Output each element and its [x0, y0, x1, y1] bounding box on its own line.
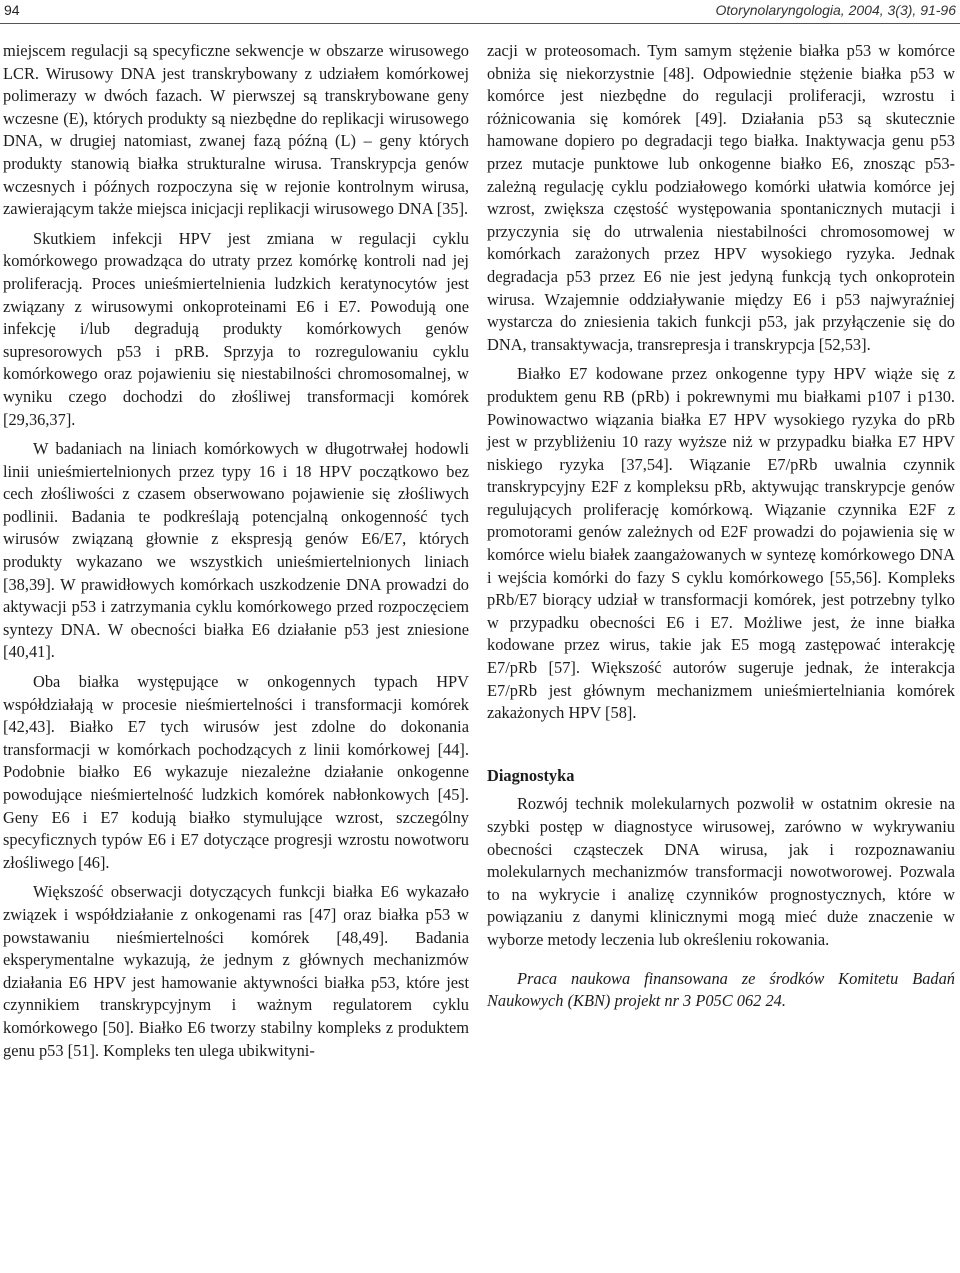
paragraph: Białko E7 kodowane przez onkogenne typy HPV wiąże się z produktem genu RB (pRb) i pokrewnymi mu białkami p107 i p130. Powinowactwo wiązania białka E7 HPV wysokiego ryzyka do pRb jest w przybliżeniu 10 razy wyższe niż w przypadku białka E7 HPV niskiego ryzyka [37,54]. Wiązanie E7/pRb uwalnia czynnik transkrypcyjny E2F z kompleksu pRb, aktywując transkrypcje genów regulujących proliferację komórkową. Wiązanie czynnika E2F z promotorami genów zależnych od E2F prowadzi do pojawienia się w komórce wielu białek zaangażowanych w syntezę komórkowego DNA i wejścia komórki do fazy S cyklu komórkowego [55,56]. Kompleks pRb/E7 biorący udział w transformacji komórek, jest potrzebny tylko w przypadku obecności E6 i E7. Możliwe jest, że inne białka kodowane przez wirus, takie jak E5 mogą zastępować interakcję E7/pRb [57]. Większość autorów sugeruje jednak, że interakcja E7/pRb jest głównym mechanizmem unieśmiertelniania komórek zakażonych HPV [58]. [487, 364, 955, 723]
page-header [0, 0, 960, 24]
paragraph: Skutkiem infekcji HPV jest zmiana w regulacji cyklu komórkowego prowadząca do utraty przez komórkę kontroli nad jej proliferacją. Proces unieśmiertelnienia ludzkich keratynocytów jest związany z wirusowymi onkoproteinami E6 i E7. Powodują one infekcję i/lub degradują produkty komórkowych genów supresorowych p53 i pRB. Sprzyja to rozregulowaniu cyklu komórkowego oraz pojawieniu się niestabilności chromosomalnej, w wyniku czego dochodzi do złośliwej transformacji komórek [29,36,37]. [3, 228, 469, 429]
paragraph: Rozwój technik molekularnych pozwolił w ostatnim okresie na szybki postęp w diagnostyce wirusowej, zarówno w wykrywaniu obecności cząsteczek DNA wirusa, jak i rozpoznawaniu molekularnych mechanizmów transformacji nowotworowej. Pozwala to na wykrycie i analizę czynników prognostycznych, które w powiązaniu z danymi klinicznymi mogą mieć duże znaczenie w wyborze metody leczenia lub określeniu rokowania. [487, 794, 955, 949]
funding-note: Praca naukowa finansowana ze środków Komitetu Badań Naukowych (KBN) projekt nr 3 P05C 062 24. [487, 968, 955, 1011]
page-number: 94 [4, 2, 20, 18]
paragraph: W badaniach na liniach komórkowych w długotrwałej hodowli linii unieśmiertelnionych przez typy 16 i 18 HPV początkowo bez cech złośliwości z czasem obserwowano pojawienie się złośliwych podlinii. Badania te podkreślają potencjalną onkogenność tych wirusów związaną głownie z ekspresją genów E6/E7, których produkty wykazano we wszystkich unieśmiertelnionych liniach [38,39]. W prawidłowych komórkach uszkodzenie DNA prowadzi do aktywacji p53 i zatrzymania cyklu komórkowego przed rozpoczęciem syntezy DNA. W obecności białka E6 działanie p53 jest zniesione [40,41]. [3, 439, 469, 662]
paragraph: Oba białka występujące w onkogennych typach HPV współdziałają w procesie nieśmiertelności i transformacji komórek [42,43]. Białko E7 tych wirusów jest zdolne do dokonania transformacji w komórkach pochodzących z linii komórkowej [44]. Podobnie białko E6 wykazuje niezależne działanie onkogenne powodujące nieśmiertelność ludzkich komórek nabłonkowych [45]. Geny E6 i E7 kodują białko stymulujące wzrost, szczególny specyficznych typów E6 i E7 dotyczące progresji wzrostu nowotworu złośliwego [46]. [3, 672, 469, 872]
right-column [487, 40, 955, 1013]
paragraph: zacji w proteosomach. Tym samym stężenie białka p53 w komórce obniża się niekorzystnie [48]. Odpowiednie stężenie białka p53 w komórce jest niezbędne do regulacji proliferacji, wzrostu i różnicowania się komórek [49]. Działania p53 są skutecznie hamowane dopiero po degradacji tego białka. Inaktywacja genu p53 przez mutacje punktowe lub onkogenne białko E6, znosząc p53-zależną regulację cyklu podziałowego komórki ułatwia komórce jej wzrost, zwiększa częstość występowania spontanicznych mutacji i przyczynia się do utrwalenia niestabilności chromosomowej w komórkach zarażonych przez HPV wysokiego ryzyka. Jednak degradacja p53 przez E6 nie jest jedyną funkcją tych onkoprotein wirusa. Wzajemnie oddziaływanie między E6 i p53 najwyraźniej wystarcza do zniesienia takich funkcji p53, jak przyłączenie się do DNA, transaktywacja, transrepresja i transkrypcja [52,53]. [487, 41, 955, 354]
paragraph: miejscem regulacji są specyficzne sekwencje w obszarze wirusowego LCR. Wirusowy DNA jest transkrybowany z udziałem komórkowej polimerazy w dwóch fazach. W pierwszej są transkrybowane geny wczesne (E), których produkty są niezbędne do replikacji wirusowego DNA, w drugiej natomiast, zwanej fazą późną (L) – geny których produkty stanowią białka strukturalne wirusa. Transkrypcja genów wczesnych i późnych rozpoczyna się w rejonie kontrolnym wirusa, zawierającym także miejsca inicjacji replikacji wirusowego DNA [35]. [3, 41, 469, 219]
paragraph: Większość obserwacji dotyczących funkcji białka E6 wykazało związek i współdziałanie z onkogenami ras [47] oraz białka p53 w powstawaniu nieśmiertelności komórek [48,49]. Badania eksperymentalne wykazują, że jednym z głównych mechanizmów działania E6 HPV jest hamowanie aktywności białka p53, które jest czynnikiem transkrypcyjnym i ważnym regulatorem cyklu komórkowego [50]. Białko E6 tworzy stabilny kompleks z produktem genu p53 [51]. Kompleks ten ulega ubikwityni- [3, 882, 469, 1060]
section-heading: Diagnostyka [487, 765, 575, 785]
left-column [3, 40, 469, 1069]
header-rule [0, 23, 960, 24]
journal-citation: Otorynolaryngologia, 2004, 3(3), 91-96 [715, 2, 956, 18]
